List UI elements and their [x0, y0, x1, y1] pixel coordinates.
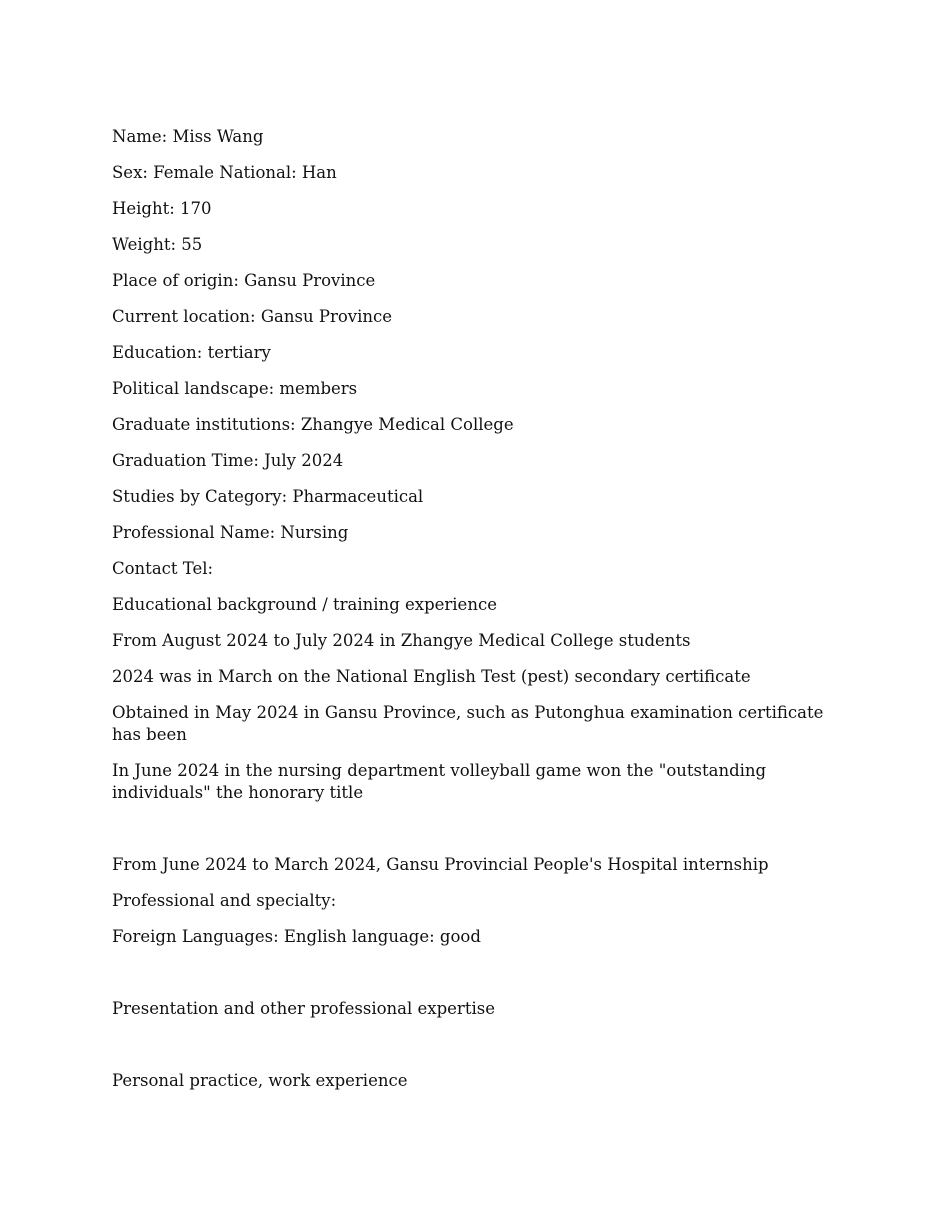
professional-name-line: Professional Name: Nursing [112, 523, 349, 542]
putonghua-entry: Obtained in May 2024 in Gansu Province, such as Putonghua examination certificate has been [112, 703, 824, 744]
blank-line [112, 818, 842, 840]
education-entry: From August 2024 to July 2024 in Zhangye Medical College students [112, 631, 691, 650]
study-category-line: Studies by Category: Pharmaceutical [112, 487, 424, 506]
name-line: Name: Miss Wang [112, 127, 264, 146]
education-background-heading: Educational background / training experience [112, 595, 497, 614]
honor-entry: In June 2024 in the nursing department volleyball game won the "outstanding individuals" the honorary title [112, 761, 767, 802]
education-line: Education: tertiary [112, 343, 271, 362]
graduate-institution-line: Graduate institutions: Zhangye Medical College [112, 415, 514, 434]
blank-line [112, 1034, 842, 1056]
weight-line: Weight: 55 [112, 235, 203, 254]
sex-nationality-line: Sex: Female National: Han [112, 163, 337, 182]
height-line: Height: 170 [112, 199, 212, 218]
current-location-line: Current location: Gansu Province [112, 307, 392, 326]
certificate-entry: 2024 was in March on the National English Test (pest) secondary certificate [112, 667, 751, 686]
specialty-heading: Professional and specialty: [112, 891, 337, 910]
graduation-time-line: Graduation Time: July 2024 [112, 451, 344, 470]
political-landscape-line: Political landscape: members [112, 379, 358, 398]
expertise-heading: Presentation and other professional expertise [112, 999, 495, 1018]
blank-line [112, 962, 842, 984]
foreign-language-line: Foreign Languages: English language: good [112, 927, 481, 946]
internship-entry: From June 2024 to March 2024, Gansu Provincial People's Hospital internship [112, 855, 769, 874]
document-page [112, 126, 842, 1106]
place-of-origin-line: Place of origin: Gansu Province [112, 271, 376, 290]
work-experience-heading: Personal practice, work experience [112, 1071, 408, 1090]
contact-tel-line: Contact Tel: [112, 559, 214, 578]
